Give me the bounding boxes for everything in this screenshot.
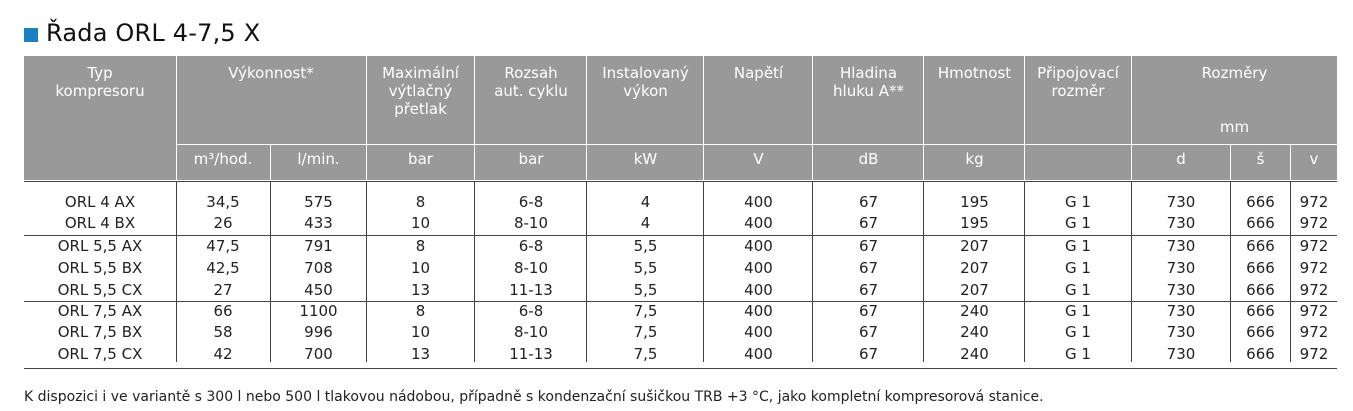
- page-title: [24, 16, 260, 50]
- cell-napeti: 400: [744, 345, 773, 363]
- unit-db: dB: [858, 150, 879, 168]
- cell-rozsah: 8-10: [513, 214, 549, 232]
- cell-v: 972: [1299, 259, 1329, 277]
- header-divider: [1131, 56, 1132, 180]
- cell-m3hod: 66: [213, 302, 233, 320]
- cell-d: 730: [1166, 302, 1196, 320]
- cell-pretlak: 13: [410, 281, 431, 299]
- cell-hladina: 67: [858, 281, 879, 299]
- cell-s: 666: [1246, 323, 1275, 341]
- header-napeti: Napětí: [733, 64, 784, 82]
- table-row: [24, 195, 1337, 210]
- cell-d: 730: [1166, 281, 1196, 299]
- cell-d: 730: [1166, 193, 1196, 211]
- cell-vykon: 7,5: [633, 345, 658, 363]
- cell-d: 730: [1166, 323, 1196, 341]
- cell-v: 972: [1299, 214, 1329, 232]
- cell-d: 730: [1166, 214, 1196, 232]
- cell-m3hod: 58: [213, 323, 233, 341]
- cell-pretlak: 10: [410, 214, 431, 232]
- cell-hmotnost: 207: [960, 259, 989, 277]
- header-hladina-hluku: Hladina hluku A**: [833, 64, 904, 100]
- header-instalovany-vykon: Instalovaný výkon: [602, 64, 689, 100]
- cell-s: 666: [1246, 193, 1275, 211]
- cell-m3hod: 34,5: [206, 193, 240, 211]
- cell-v: 972: [1299, 302, 1329, 320]
- cell-type: ORL 7,5 CX: [57, 345, 143, 363]
- table-row: [24, 283, 1337, 298]
- cell-m3hod: 47,5: [206, 237, 240, 255]
- header-divider: [586, 56, 587, 180]
- cell-vykon: 5,5: [633, 237, 658, 255]
- cell-napeti: 400: [744, 302, 773, 320]
- cell-lmin: 700: [304, 345, 333, 363]
- header-divider: [1024, 56, 1025, 180]
- cell-pretlak: 10: [410, 259, 431, 277]
- cell-pretlak: 13: [410, 345, 431, 363]
- header-divider: [812, 56, 813, 180]
- table-row: [24, 261, 1337, 276]
- header-divider: [1290, 144, 1291, 180]
- group-separator: [24, 235, 1337, 236]
- cell-pretlak: 8: [415, 237, 426, 255]
- cell-pripojka: G 1: [1065, 193, 1091, 211]
- cell-vykon: 7,5: [633, 302, 658, 320]
- header-typ: Typ kompresoru: [55, 64, 145, 100]
- cell-napeti: 400: [744, 281, 773, 299]
- cell-pripojka: G 1: [1065, 302, 1091, 320]
- table-row: [24, 347, 1337, 362]
- unit-s: š: [1256, 150, 1265, 168]
- cell-rozsah: 6-8: [518, 302, 544, 320]
- header-rozmery-unit: mm: [1219, 118, 1250, 136]
- cell-v: 972: [1299, 323, 1329, 341]
- header-rozsah-cyklu: Rozsah aut. cyklu: [494, 64, 568, 100]
- cell-hmotnost: 195: [960, 193, 989, 211]
- header-divider: [366, 56, 367, 180]
- cell-hladina: 67: [858, 214, 879, 232]
- cell-type: ORL 7,5 BX: [57, 323, 143, 341]
- unit-v: V: [753, 150, 764, 168]
- cell-s: 666: [1246, 237, 1275, 255]
- cell-s: 666: [1246, 214, 1275, 232]
- cell-lmin: 575: [304, 193, 333, 211]
- header-divider: [923, 56, 924, 180]
- cell-v: 972: [1299, 193, 1329, 211]
- table-row: [24, 216, 1337, 231]
- cell-lmin: 791: [304, 237, 333, 255]
- cell-vykon: 7,5: [633, 323, 658, 341]
- cell-pripojka: G 1: [1065, 323, 1091, 341]
- unit-d: d: [1176, 150, 1186, 168]
- table-row: [24, 239, 1337, 254]
- cell-rozsah: 11-13: [509, 281, 553, 299]
- cell-napeti: 400: [744, 259, 773, 277]
- cell-rozsah: 8-10: [513, 259, 549, 277]
- cell-type: ORL 4 AX: [64, 193, 136, 211]
- cell-d: 730: [1166, 259, 1196, 277]
- cell-s: 666: [1246, 345, 1275, 363]
- cell-type: ORL 5,5 BX: [57, 259, 143, 277]
- cell-rozsah: 8-10: [513, 323, 549, 341]
- table-row: [24, 325, 1337, 340]
- cell-hmotnost: 207: [960, 281, 989, 299]
- cell-m3hod: 42,5: [206, 259, 240, 277]
- unit-bar-cyklus: bar: [518, 150, 544, 168]
- table-row: [24, 304, 1337, 319]
- cell-rozsah: 11-13: [509, 345, 553, 363]
- cell-rozsah: 6-8: [518, 237, 544, 255]
- cell-pretlak: 10: [410, 323, 431, 341]
- cell-pripojka: G 1: [1065, 281, 1091, 299]
- cell-vykon: 5,5: [633, 259, 658, 277]
- cell-v: 972: [1299, 345, 1329, 363]
- cell-hladina: 67: [858, 323, 879, 341]
- cell-lmin: 708: [304, 259, 333, 277]
- unit-bar-pretlak: bar: [408, 150, 433, 168]
- header-rozmery: Rozměry: [1201, 64, 1268, 82]
- cell-vykon: 4: [640, 214, 651, 232]
- cell-s: 666: [1246, 302, 1275, 320]
- cell-hmotnost: 207: [960, 237, 989, 255]
- unit-lmin: l/min.: [297, 150, 340, 168]
- cell-pripojka: G 1: [1065, 214, 1091, 232]
- cell-d: 730: [1166, 237, 1196, 255]
- unit-m3hod: m³/hod.: [193, 150, 253, 168]
- cell-pripojka: G 1: [1065, 237, 1091, 255]
- cell-pretlak: 8: [415, 193, 426, 211]
- page-title-text: Řada ORL 4-7,5 X: [46, 19, 261, 47]
- header-divider: [1230, 144, 1231, 180]
- table-top-rule: [24, 181, 1337, 182]
- cell-s: 666: [1246, 281, 1275, 299]
- unit-vv: v: [1309, 150, 1319, 168]
- cell-s: 666: [1246, 259, 1275, 277]
- cell-napeti: 400: [744, 237, 773, 255]
- cell-napeti: 400: [744, 214, 773, 232]
- cell-type: ORL 5,5 CX: [57, 281, 143, 299]
- cell-hladina: 67: [858, 345, 879, 363]
- cell-pripojka: G 1: [1065, 345, 1091, 363]
- cell-pripojka: G 1: [1065, 259, 1091, 277]
- cell-vykon: 4: [640, 193, 651, 211]
- cell-hladina: 67: [858, 259, 879, 277]
- header-unit-divider: [176, 144, 1337, 145]
- cell-hmotnost: 240: [960, 345, 989, 363]
- cell-v: 972: [1299, 237, 1329, 255]
- table-bottom-rule: [24, 368, 1337, 369]
- header-divider: [474, 56, 475, 180]
- unit-kw: kW: [633, 150, 658, 168]
- cell-lmin: 1100: [299, 302, 338, 320]
- unit-kg: kg: [965, 150, 984, 168]
- header-divider: [703, 56, 704, 180]
- cell-lmin: 996: [304, 323, 333, 341]
- cell-hladina: 67: [858, 193, 879, 211]
- header-maximalni-pretlak: Maximální výtlačný přetlak: [382, 64, 459, 118]
- cell-pretlak: 8: [415, 302, 426, 320]
- cell-hladina: 67: [858, 237, 879, 255]
- cell-lmin: 450: [304, 281, 333, 299]
- cell-type: ORL 4 BX: [64, 214, 136, 232]
- cell-type: ORL 5,5 AX: [57, 237, 143, 255]
- cell-napeti: 400: [744, 193, 773, 211]
- cell-lmin: 433: [304, 214, 333, 232]
- cell-rozsah: 6-8: [518, 193, 544, 211]
- cell-d: 730: [1166, 345, 1196, 363]
- table-header: [24, 56, 1337, 180]
- header-divider: [176, 56, 177, 180]
- cell-hladina: 67: [858, 302, 879, 320]
- footnote: K dispozici i ve variantě s 300 l nebo 500 l tlakovou nádobou, případně s kondenzační sušičkou TRB +3 °C, jako kompletní kompresorová stanice.: [24, 389, 1044, 405]
- header-hmotnost: Hmotnost: [937, 64, 1012, 82]
- cell-v: 972: [1299, 281, 1329, 299]
- cell-type: ORL 7,5 AX: [57, 302, 143, 320]
- cell-vykon: 5,5: [633, 281, 658, 299]
- cell-m3hod: 27: [213, 281, 233, 299]
- header-divider: [270, 144, 271, 180]
- cell-hmotnost: 195: [960, 214, 989, 232]
- cell-hmotnost: 240: [960, 302, 989, 320]
- cell-m3hod: 42: [213, 345, 233, 363]
- header-vykonnost: Výkonnost*: [228, 64, 314, 82]
- cell-m3hod: 26: [213, 214, 233, 232]
- title-bullet-square: [24, 28, 38, 42]
- header-pripojovaci-rozmer: Připojovací rozměr: [1037, 64, 1119, 100]
- cell-napeti: 400: [744, 323, 773, 341]
- cell-hmotnost: 240: [960, 323, 989, 341]
